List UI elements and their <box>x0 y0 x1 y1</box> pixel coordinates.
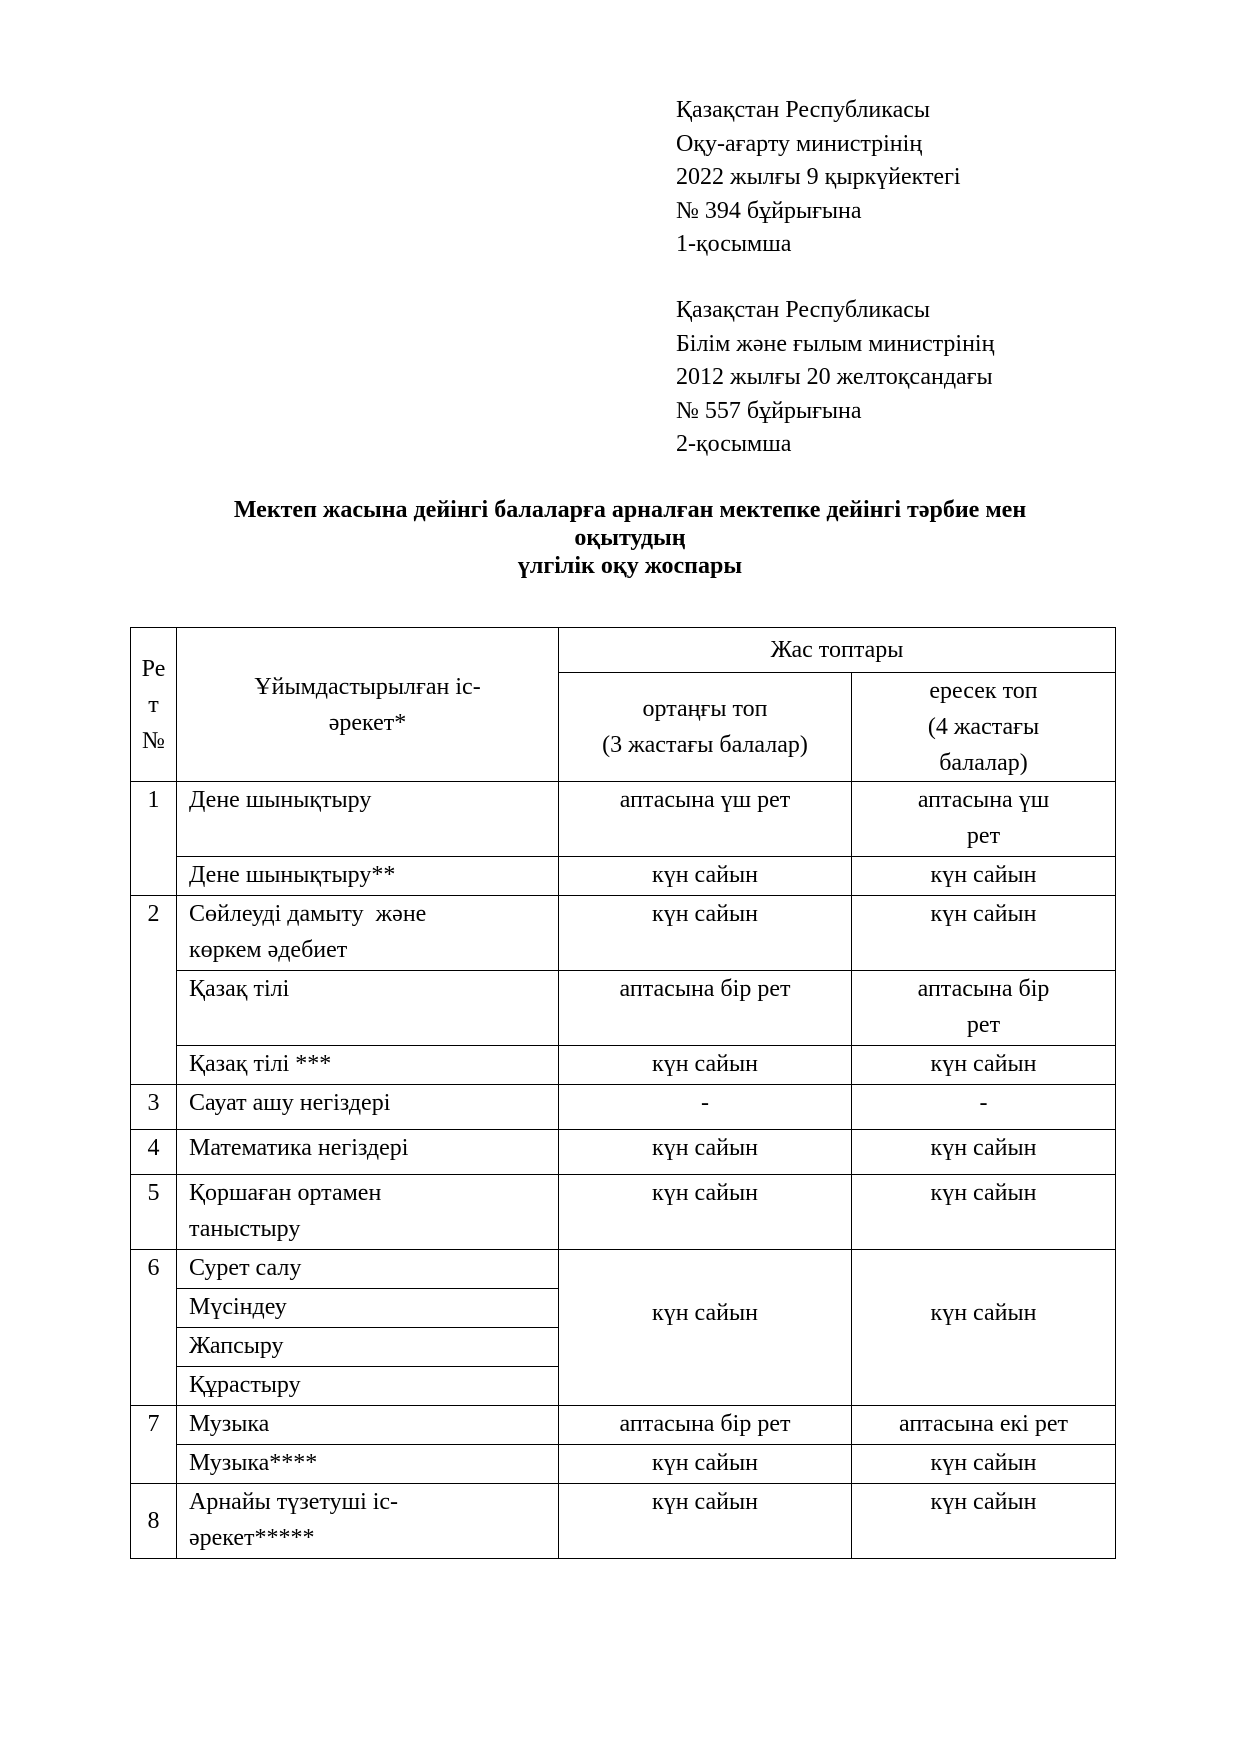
table-row <box>131 896 1116 971</box>
senior-value <box>852 782 1116 857</box>
senior-value: күн сайын <box>852 1445 1116 1484</box>
activity-cell: Музыка**** <box>177 1445 559 1484</box>
table-row <box>131 1046 1116 1085</box>
middle-value: аптасына бір рет <box>559 971 852 1046</box>
activity-cell: Құрастыру <box>177 1367 559 1406</box>
activity-cell: Музыка <box>177 1406 559 1445</box>
row-number: 7 <box>131 1406 177 1484</box>
activity-cell: Мүсіндеу <box>177 1289 559 1328</box>
header-row <box>131 628 1116 673</box>
curriculum-table <box>130 627 1116 1559</box>
annex-line: Қазақстан Республикасы <box>676 97 931 123</box>
activity-line: Арнайы түзетуші іс- <box>189 1489 399 1515</box>
senior-value: күн сайын <box>852 857 1116 896</box>
row-number: 4 <box>131 1130 177 1175</box>
activity-cell: Сауат ашу негіздері <box>177 1085 559 1130</box>
annex-line: № 394 бұйрығына <box>676 197 862 224</box>
annex-line: Қазақстан Республикасы <box>676 297 931 323</box>
annex-line: 2022 жылғы 9 қыркүйектегі <box>676 164 961 190</box>
header-senior-line: ересек топ <box>929 678 1038 704</box>
annex-line: 1-қосымша <box>676 231 792 257</box>
senior-value-line: аптасына үш <box>917 787 1050 813</box>
row-number: 6 <box>131 1250 177 1406</box>
activity-cell <box>177 1175 559 1250</box>
annex-line: Білім және ғылым министрінің <box>676 330 995 357</box>
senior-value-line: рет <box>966 1012 1001 1038</box>
senior-value: күн сайын <box>852 1175 1116 1250</box>
annex-line: № 557 бұйрығына <box>676 397 862 424</box>
header-num-line: № <box>142 727 165 754</box>
title-line: Мектеп жасына дейінгі балаларға арналған мектепке дейінгі тәрбие мен <box>233 497 1027 523</box>
row-number: 1 <box>131 782 177 896</box>
table-row <box>131 1406 1116 1445</box>
row-number: 8 <box>131 1484 177 1559</box>
activity-cell: Жапсыру <box>177 1328 559 1367</box>
table-row <box>131 1175 1116 1250</box>
middle-value: күн сайын <box>559 857 852 896</box>
senior-value: күн сайын <box>852 1484 1116 1559</box>
header-middle-line: ортаңғы топ <box>642 696 768 722</box>
activity-cell <box>177 896 559 971</box>
table-row <box>131 857 1116 896</box>
header-num-line: Ре <box>141 655 166 682</box>
middle-value: күн сайын <box>559 1445 852 1484</box>
activity-cell: Сурет салу <box>177 1250 559 1289</box>
annex-line: Оқу-ағарту министрінің <box>676 130 923 157</box>
senior-value <box>852 971 1116 1046</box>
senior-value: күн сайын <box>852 1046 1116 1085</box>
table-row <box>131 782 1116 857</box>
table-row <box>131 1130 1116 1175</box>
activity-cell: Дене шынықтыру** <box>177 857 559 896</box>
row-number: 3 <box>131 1085 177 1130</box>
document-title <box>130 496 1130 580</box>
header-activity-cell <box>177 628 559 782</box>
senior-value-line: аптасына бір <box>917 976 1050 1002</box>
activity-line: таныстыру <box>189 1216 301 1242</box>
activity-cell <box>177 1484 559 1559</box>
senior-value: күн сайын <box>852 896 1116 971</box>
activity-cell: Дене шынықтыру <box>177 782 559 857</box>
header-activity-line: әрекет* <box>328 709 407 736</box>
header-senior-group <box>852 673 1116 782</box>
header-num-cell <box>131 628 177 782</box>
middle-value: күн сайын <box>559 1175 852 1250</box>
row-number: 2 <box>131 896 177 1085</box>
header-middle-group <box>559 673 852 782</box>
annex-line: 2-қосымша <box>676 431 792 457</box>
activity-line: көркем әдебиет <box>189 937 348 963</box>
table-row <box>131 1085 1116 1130</box>
table-row <box>131 1484 1116 1559</box>
middle-value: күн сайын <box>559 1046 852 1085</box>
activity-line: Қоршаған ортамен <box>189 1180 382 1206</box>
title-line: үлгілік оқу жоспары <box>517 553 743 579</box>
senior-value: күн сайын <box>852 1130 1116 1175</box>
middle-value: күн сайын <box>559 1130 852 1175</box>
activity-cell: Қазақ тілі *** <box>177 1046 559 1085</box>
header-senior-line: балалар) <box>939 750 1028 776</box>
annex-1-block <box>676 94 961 262</box>
header-middle-line: (3 жастағы балалар) <box>602 732 808 758</box>
header-activity-line: Ұйымдастырылған іс- <box>254 673 481 700</box>
senior-value: күн сайын <box>852 1250 1116 1406</box>
header-age-groups: Жас топтары <box>559 628 1116 673</box>
row-number: 5 <box>131 1175 177 1250</box>
annex-2-block <box>676 294 994 462</box>
middle-value: аптасына үш рет <box>559 782 852 857</box>
header-senior-line: (4 жастағы <box>927 714 1040 740</box>
table-row <box>131 1250 1116 1289</box>
senior-value-line: рет <box>966 823 1001 849</box>
middle-value: күн сайын <box>559 1484 852 1559</box>
senior-value: аптасына екі рет <box>852 1406 1116 1445</box>
title-line: оқытудың <box>574 525 686 551</box>
activity-line: әрекет***** <box>189 1525 315 1551</box>
activity-cell: Қазақ тілі <box>177 971 559 1046</box>
middle-value: күн сайын <box>559 1250 852 1406</box>
table-row <box>131 1445 1116 1484</box>
annex-line: 2012 жылғы 20 желтоқсандағы <box>676 364 993 390</box>
senior-value: - <box>852 1085 1116 1130</box>
header-num-line: т <box>148 691 159 718</box>
middle-value: күн сайын <box>559 896 852 971</box>
table-row <box>131 971 1116 1046</box>
activity-line: Сөйлеуді дамыту және <box>189 901 427 927</box>
middle-value: аптасына бір рет <box>559 1406 852 1445</box>
activity-cell: Математика негіздері <box>177 1130 559 1175</box>
middle-value: - <box>559 1085 852 1130</box>
